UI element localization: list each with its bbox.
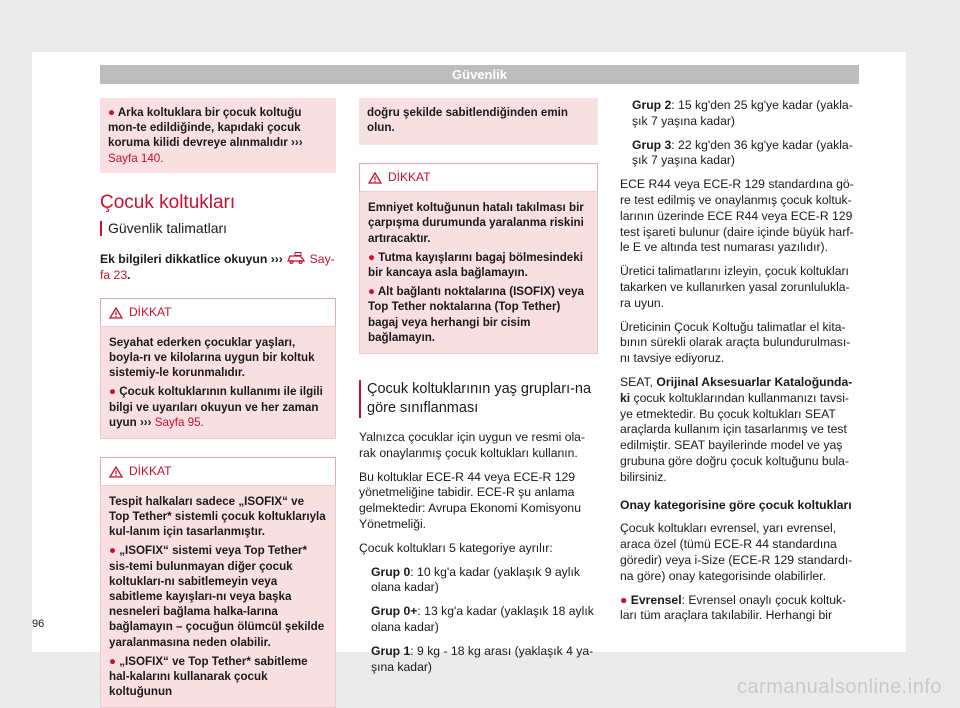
paragraph: Bu koltuklar ECE-R 44 veya ECE-R 129 yönetmeliğine tabidir. ECE-R şu anlama gelmektedir: Avrupa Ekonomi Komisyonu Yönetmeliği. [359,469,581,532]
paragraph: Yalnızca çocuklar için uygun ve resmi ola-rak onaylanmış çocuk koltukları kullanın. [359,430,586,460]
page-link[interactable]: Sayfa 140. [108,151,164,165]
warning-body: Emniyet koltuğunun hatalı takılması bir çarpışma durumunda yaralanma riskini artıracaktır. ● Tutma kayışlarını bagaj bölmesindeki bir kancaya asla bağlamayın. ● Alt bağlantı noktalarına (ISOFIX) veya Top Tether noktalarına (Top Tether) bagaj veya herhangi bir cisim bağlamayın. [359,191,598,354]
intro-paragraph: Ek bilgileri dikkatlice okuyun ››› Say-fa 23. [100,252,335,283]
bullet: ● [109,544,117,558]
note-box: ● Arka koltuklara bir çocuk koltuğu mon-te edildiğinde, kapıdaki çocuk koruma kilidi devreye alınmalıdır ››› Sayfa 140. [100,98,336,173]
bullet: ● [368,285,376,299]
warning-box [359,163,598,354]
bullet: ● [108,106,116,119]
group-item: Grup 0+: 13 kg'a kadar (yaklaşık 18 aylık olana kadar) [371,604,594,634]
bullet: ● [109,654,117,668]
section-heading: Güvenlik talimatları [100,221,336,237]
ref-arrows: ››› [270,252,283,267]
paragraph: SEAT, Orijinal Aksesuarlar Kataloğunda-ki çocuk koltuklarından kullanmanızı tavsi-ye etmektedir. Bu çocuk koltukları SEAT araçlarda kullanım için tasarlanmış ve test edilmiştir. SEAT bayilerinde model ve yaş grubuna göre doğru çocuk koltuğunu bula-bilirsiniz. [620,374,853,484]
warning-title: DİKKAT [100,298,336,326]
warning-triangle-icon [109,307,123,319]
page-number: 96 [32,618,45,630]
paragraph: Üreticinin Çocuk Koltuğu talimatlar el kita-bının sürekli olarak araçta bulundurulması-nı tavsiye ediyoruz. [620,319,851,366]
group-item: Grup 0: 10 kg'a kadar (yaklaşık 9 aylık olana kadar) [371,564,580,595]
paragraph: Çocuk koltukları 5 kategoriye ayrılır: [359,540,553,555]
warning-body: Tespit halkaları sadece „ISOFIX“ ve Top Tether* sistemli çocuk koltuklarıyla kul-lanım için tasarlanmıştır. ● „ISOFIX“ sistemi veya Top Tether* sis-temi bulunmayan diğer çocuk koltukları-nı sabitlemeyin veya sabitleme kayışları-nı veya başka nesneleri bağlama halka-larına bağlamayın – çocuğun ölümcül şekilde yaralanmasına neden olabilir. ● „ISOFIX“ ve Top Tether* sabitleme hal-kalarını kullanarak çocuk koltuğunun [100,485,336,708]
group-item: Grup 3: 22 kg'den 36 kg'ye kadar (yakla-şık 7 yaşına kadar) [632,137,853,168]
warning-body: Seyahat ederken çocuklar yaşları, boyla-rı ve kilolarına uygun bir koltuk sistemiy-le korunmalıdır. ● Çocuk koltuklarının kullanımı ile ilgili bilgi ve uyarıları okuyun ve her zaman uyun ››› Sayfa 95. [100,326,336,439]
car-book-icon [286,252,306,264]
page-header: Güvenlik [100,65,859,84]
warning-title: DİKKAT [359,163,598,191]
bullet: ● [368,250,376,264]
subheading: Onay kategorisine göre çocuk koltukları [620,497,852,512]
column-2 [359,98,598,683]
warning-box [100,298,336,439]
warning-continuation: doğru şekilde sabitlendiğinden emin olun. [359,98,598,145]
warning-triangle-icon [109,466,123,478]
paragraph: ECE R44 veya ECE-R 129 standardına gö-re test edilmiş ve onaylanmış çocuk koltuk-larının üzerinde ECE R44 veya ECE-R 129 test işareti bulunur (daire içinde büyük harf-le E ve altında test numarası yazılıdır). [620,177,854,255]
chapter-title: Çocuk koltukları [100,191,236,213]
paragraph: ● Evrensel: Evrensel onaylı çocuk koltuk-ları tüm araçlara takılabilir. Herhangi bir [620,592,847,623]
group-item: Grup 2: 15 kg'den 25 kg'ye kadar (yakla-şık 7 yaşına kadar) [632,98,853,128]
warning-box [100,457,336,708]
bullet: ● [109,385,117,399]
warning-title: DİKKAT [100,457,336,485]
watermark: carmanualsonline.info [736,676,942,698]
paragraph: Çocuk koltukları evrensel, yarı evrensel, araca özel (tümü ECE-R 44 standardına göredir) veya i-Size (ECE-R 129 standardı-na göre) onay kategorisinde olabilirler. [620,521,853,583]
bullet: ● [620,592,628,607]
ref-arrows: ››› [139,415,152,429]
page-link[interactable]: Sayfa 95. [154,415,204,429]
column-3 [620,98,860,632]
column-1 [100,98,336,708]
warning-triangle-icon [368,172,382,184]
ref-arrows: ››› [291,136,303,150]
page-link[interactable]: Say-fa 23 [100,252,335,283]
group-item: Grup 1: 9 kg - 18 kg arası (yaklaşık 4 ya-şına kadar) [371,643,594,674]
section-heading: Çocuk koltuklarının yaş grupları-na göre sınıflanması [359,380,598,418]
paragraph: Üretici talimatlarını izleyin, çocuk koltukları takarken ve kullanırken yasal zorunlulukla-ra uyun. [620,264,850,310]
